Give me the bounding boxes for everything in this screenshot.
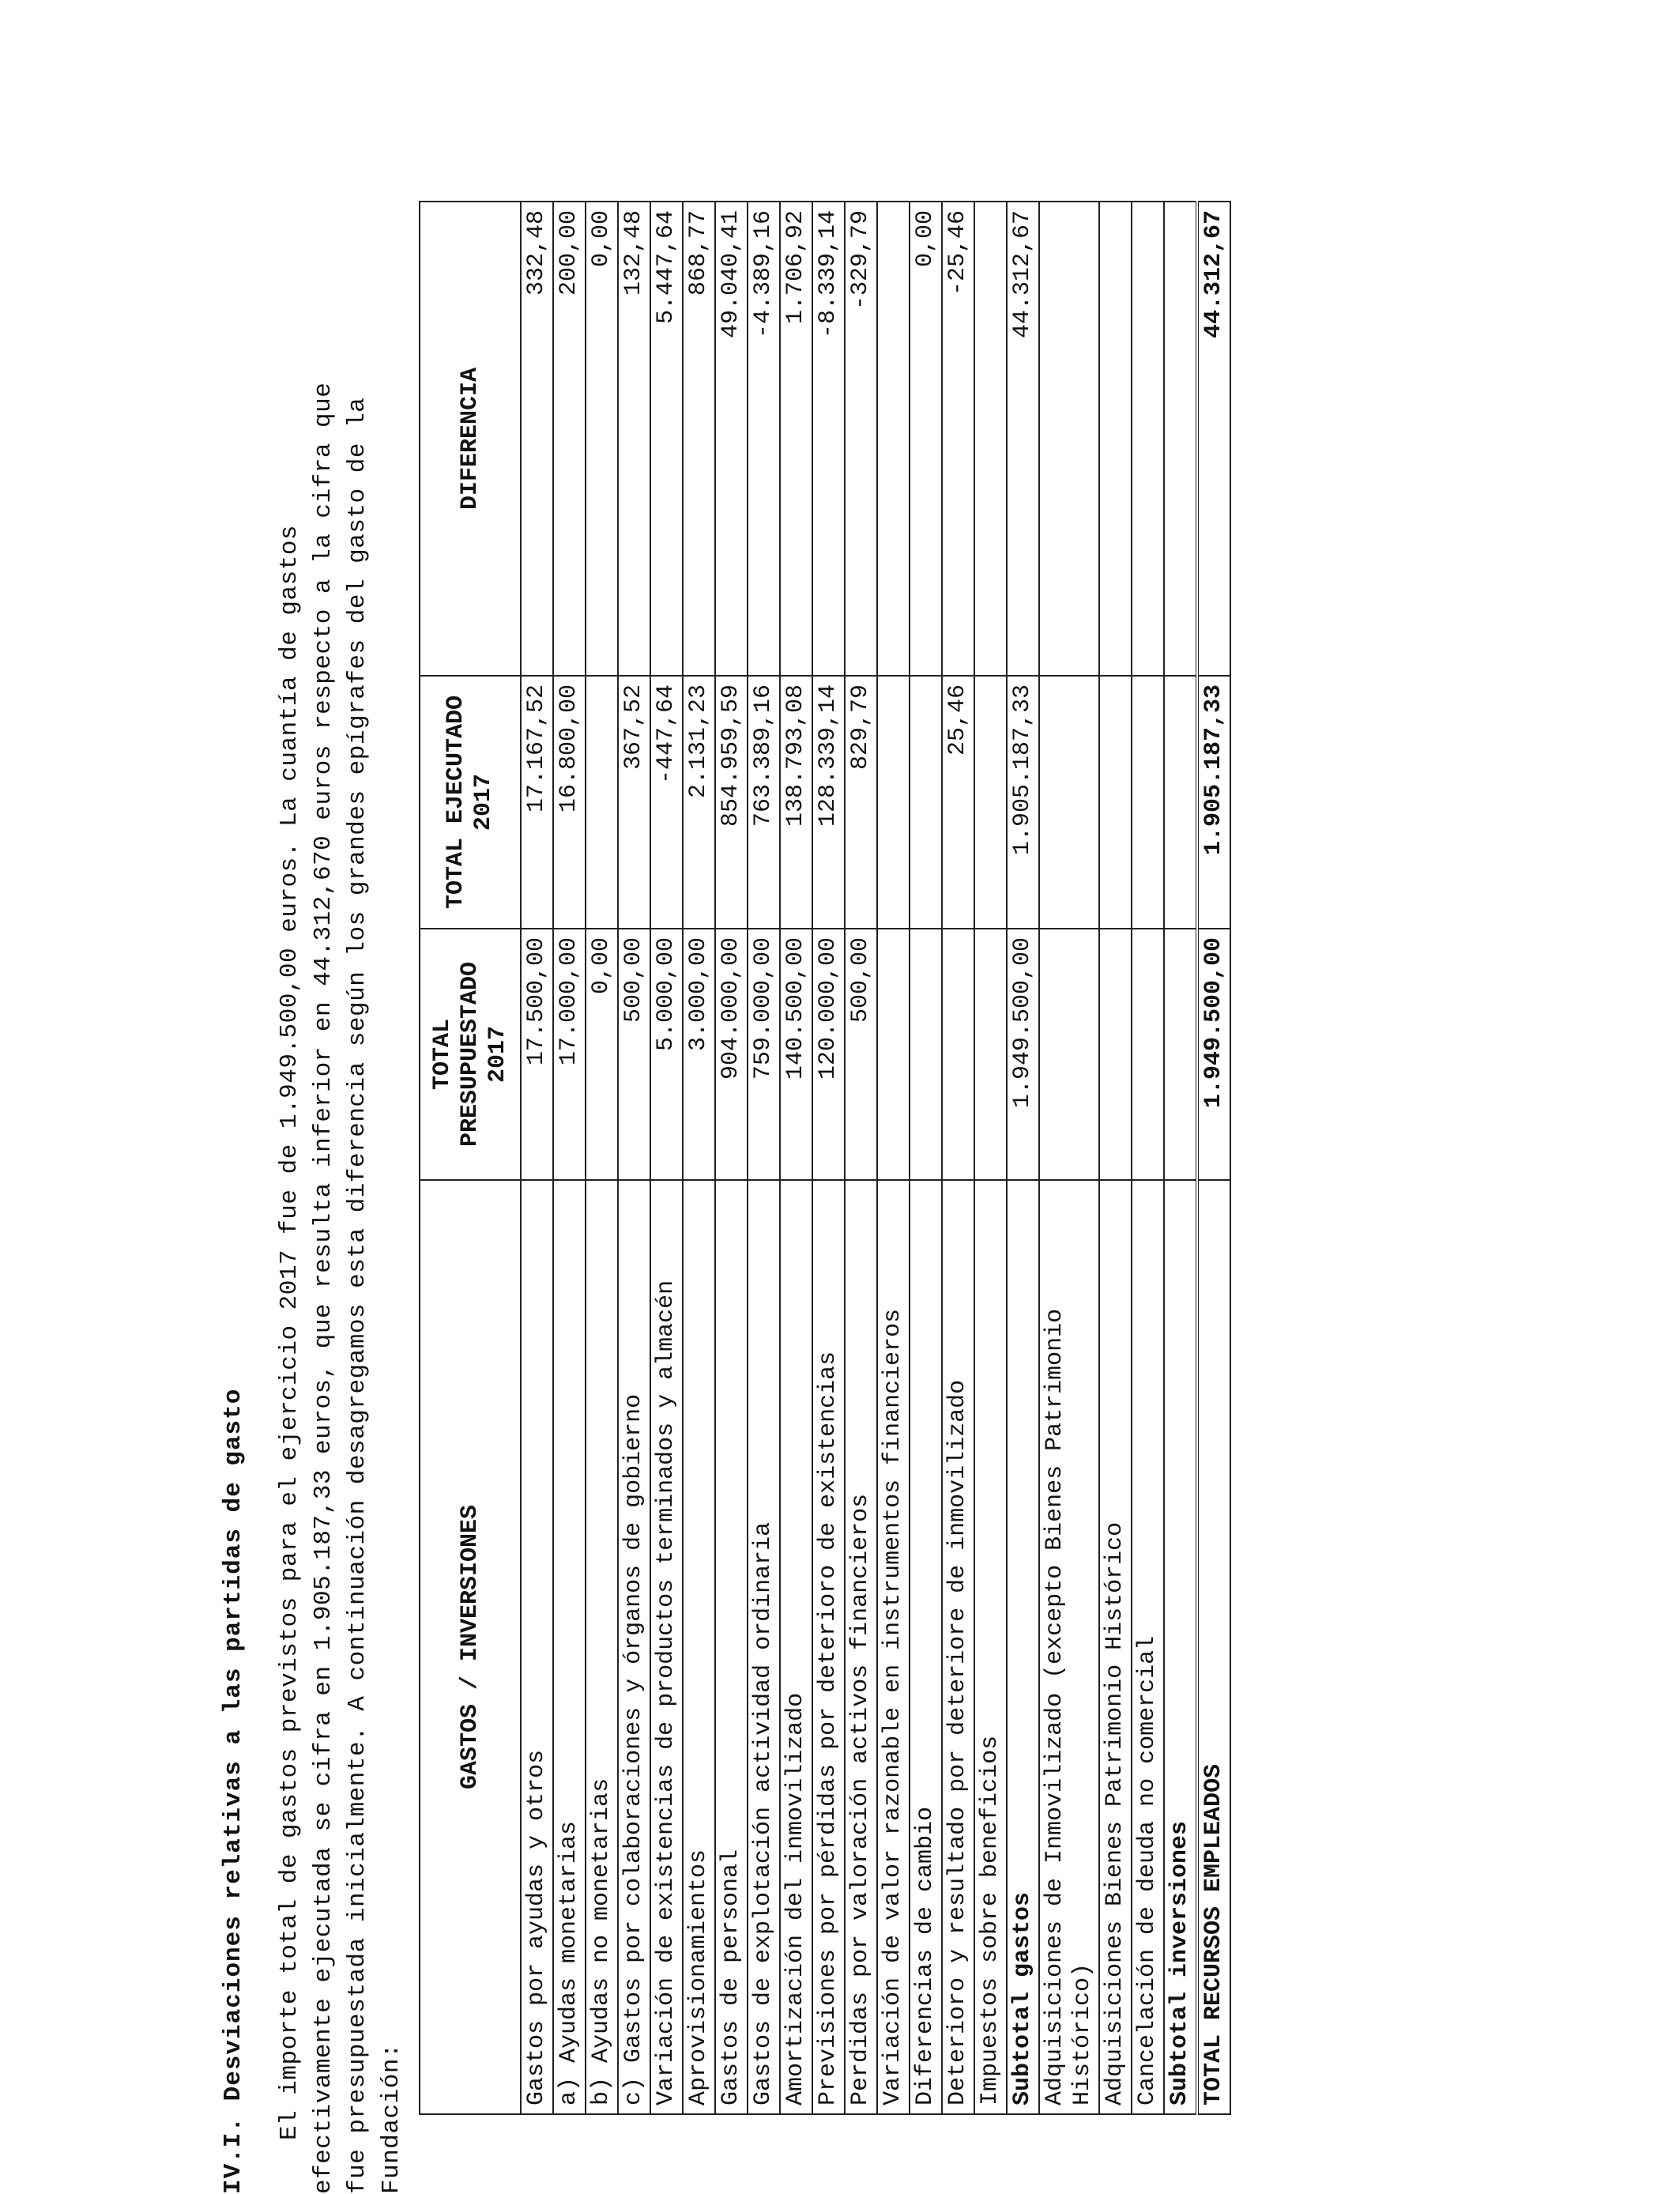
row-label: Deterioro y resultado por deteriore de inmovilizado <box>942 1180 974 2114</box>
table-row <box>1007 202 1039 2114</box>
budget-cell: 759.000,00 <box>748 929 780 1180</box>
row-label: Perdidas por valoración activos financieros <box>845 1180 877 2114</box>
executed-cell: 16.800,00 <box>553 676 586 929</box>
executed-cell: -447,64 <box>650 676 683 929</box>
table-body <box>521 202 1230 2114</box>
budget-cell <box>877 929 910 1180</box>
table-row <box>877 202 910 2114</box>
difference-cell: -25,46 <box>942 202 974 676</box>
difference-cell: -329,79 <box>845 202 877 676</box>
row-label: Amortización del inmovilizado <box>780 1180 812 2114</box>
table-row <box>1099 202 1132 2114</box>
row-label: Gastos de personal <box>715 1180 748 2114</box>
row-label: Gastos de explotación actividad ordinaria <box>748 1180 780 2114</box>
table-row <box>715 202 748 2114</box>
section-number: IV.I. <box>220 2116 247 2194</box>
difference-cell <box>1164 202 1197 676</box>
intro-paragraph <box>273 273 409 2194</box>
intro-line: fue presupuestada inicialmente. A continuación desagregamos esta diferencia según los grandes epígrafes del gasto de la <box>344 397 371 2194</box>
executed-cell: 1.905.187,33 <box>1197 676 1230 929</box>
row-label: Adquisiciones Bienes Patrimonio Histórico <box>1099 1180 1132 2114</box>
difference-cell <box>1039 202 1099 676</box>
table-row <box>1164 202 1197 2114</box>
difference-cell <box>877 202 910 676</box>
executed-cell: 367,52 <box>618 676 650 929</box>
budget-cell <box>910 929 942 1180</box>
budget-cell: 3.000,00 <box>683 929 715 1180</box>
header-concept: GASTOS / INVERSIONES <box>420 1180 521 2114</box>
difference-cell: 868,77 <box>683 202 715 676</box>
table-row <box>942 202 974 2114</box>
executed-cell: 1.905.187,33 <box>1007 676 1039 929</box>
row-label: Impuestos sobre beneficios <box>974 1180 1007 2114</box>
executed-cell: 829,79 <box>845 676 877 929</box>
expense-deviation-table <box>419 201 1231 2115</box>
difference-cell: 200,00 <box>553 202 586 676</box>
budget-cell <box>1039 929 1099 1180</box>
table-row <box>618 202 650 2114</box>
table-row <box>748 202 780 2114</box>
difference-cell: 44.312,67 <box>1007 202 1039 676</box>
row-label: Variación de valor razonable en instrumentos financieros <box>877 1180 910 2114</box>
executed-cell: 854.959,59 <box>715 676 748 929</box>
table-row <box>1039 202 1099 2114</box>
executed-cell <box>1132 676 1164 929</box>
row-label: Aprovisionamientos <box>683 1180 715 2114</box>
difference-cell: -8.339,14 <box>812 202 845 676</box>
header-executed: TOTAL EJECUTADO 2017 <box>420 676 521 929</box>
budget-cell: 17.500,00 <box>521 929 553 1180</box>
executed-cell <box>877 676 910 929</box>
row-label: Variación de existencias de productos terminados y almacén <box>650 1180 683 2114</box>
executed-cell: 763.389,16 <box>748 676 780 929</box>
table-row <box>586 202 618 2114</box>
difference-cell: 332,48 <box>521 202 553 676</box>
executed-cell <box>1099 676 1132 929</box>
intro-line: El importe total de gastos previstos para el ejercicio 2017 fue de 1.949.500,00 euros. La cuantía de gastos <box>276 524 303 2140</box>
difference-cell: 5.447,64 <box>650 202 683 676</box>
header-budget: TOTAL PRESUPUESTADO 2017 <box>420 929 521 1180</box>
budget-cell: 1.949.500,00 <box>1197 929 1230 1180</box>
section-title: Desviaciones relativas a las partidas de gasto <box>220 1388 247 2102</box>
table-row <box>910 202 942 2114</box>
budget-cell <box>1132 929 1164 1180</box>
executed-cell <box>1164 676 1197 929</box>
table-row <box>780 202 812 2114</box>
table-row <box>683 202 715 2114</box>
table-row <box>974 202 1007 2114</box>
difference-cell: -4.389,16 <box>748 202 780 676</box>
table-row <box>521 202 553 2114</box>
table-row <box>812 202 845 2114</box>
row-label: TOTAL RECURSOS EMPLEADOS <box>1197 1180 1230 2114</box>
executed-cell: 128.339,14 <box>812 676 845 929</box>
row-label: Cancelación de deuda no comercial <box>1132 1180 1164 2114</box>
difference-cell <box>974 202 1007 676</box>
row-label: a) Ayudas monetarias <box>553 1180 586 2114</box>
executed-cell: 25,46 <box>942 676 974 929</box>
difference-cell: 1.706,92 <box>780 202 812 676</box>
executed-cell <box>910 676 942 929</box>
difference-cell: 49.040,41 <box>715 202 748 676</box>
budget-cell <box>942 929 974 1180</box>
executed-cell: 138.793,08 <box>780 676 812 929</box>
budget-cell: 500,00 <box>845 929 877 1180</box>
budget-cell: 1.949.500,00 <box>1007 929 1039 1180</box>
executed-cell <box>1039 676 1099 929</box>
difference-cell <box>1099 202 1132 676</box>
header-difference: DIFERENCIA <box>420 202 521 676</box>
executed-cell: 2.131,23 <box>683 676 715 929</box>
budget-cell: 5.000,00 <box>650 929 683 1180</box>
difference-cell: 132,48 <box>618 202 650 676</box>
executed-cell: 17.167,52 <box>521 676 553 929</box>
row-label: Adquisiciones de Inmovilizado (excepto Bienes Patrimonio Histórico) <box>1039 1180 1099 2114</box>
budget-cell: 0,00 <box>586 929 618 1180</box>
row-label: Previsiones por pérdidas por deterioro de existencias <box>812 1180 845 2114</box>
row-label: Subtotal gastos <box>1007 1180 1039 2114</box>
budget-cell <box>1164 929 1197 1180</box>
row-label: Subtotal inversiones <box>1164 1180 1197 2114</box>
table-row <box>845 202 877 2114</box>
difference-cell <box>1132 202 1164 676</box>
budget-cell <box>1099 929 1132 1180</box>
table-row <box>650 202 683 2114</box>
budget-cell: 500,00 <box>618 929 650 1180</box>
budget-cell <box>974 929 1007 1180</box>
table-row <box>1197 202 1230 2114</box>
executed-cell <box>586 676 618 929</box>
budget-cell: 120.000,00 <box>812 929 845 1180</box>
intro-line: efectivamente ejecutada se cifra en 1.905.187,33 euros, que resulta inferior en 44.312,670 euros respecto a la cifra que <box>310 382 337 2194</box>
difference-cell: 0,00 <box>910 202 942 676</box>
budget-cell: 904.000,00 <box>715 929 748 1180</box>
table-header-row <box>420 202 521 2114</box>
difference-cell: 44.312,67 <box>1197 202 1230 676</box>
budget-cell: 140.500,00 <box>780 929 812 1180</box>
executed-cell <box>974 676 1007 929</box>
section-heading <box>220 1389 247 2194</box>
budget-cell: 17.000,00 <box>553 929 586 1180</box>
table-row <box>553 202 586 2114</box>
row-label: c) Gastos por colaboraciones y órganos de gobierno <box>618 1180 650 2114</box>
row-label: b) Ayudas no monetarias <box>586 1180 618 2114</box>
row-label: Gastos por ayudas y otros <box>521 1180 553 2114</box>
difference-cell: 0,00 <box>586 202 618 676</box>
row-label: Diferencias de cambio <box>910 1180 942 2114</box>
table-row <box>1132 202 1164 2114</box>
intro-line: Fundación: <box>378 2042 405 2194</box>
